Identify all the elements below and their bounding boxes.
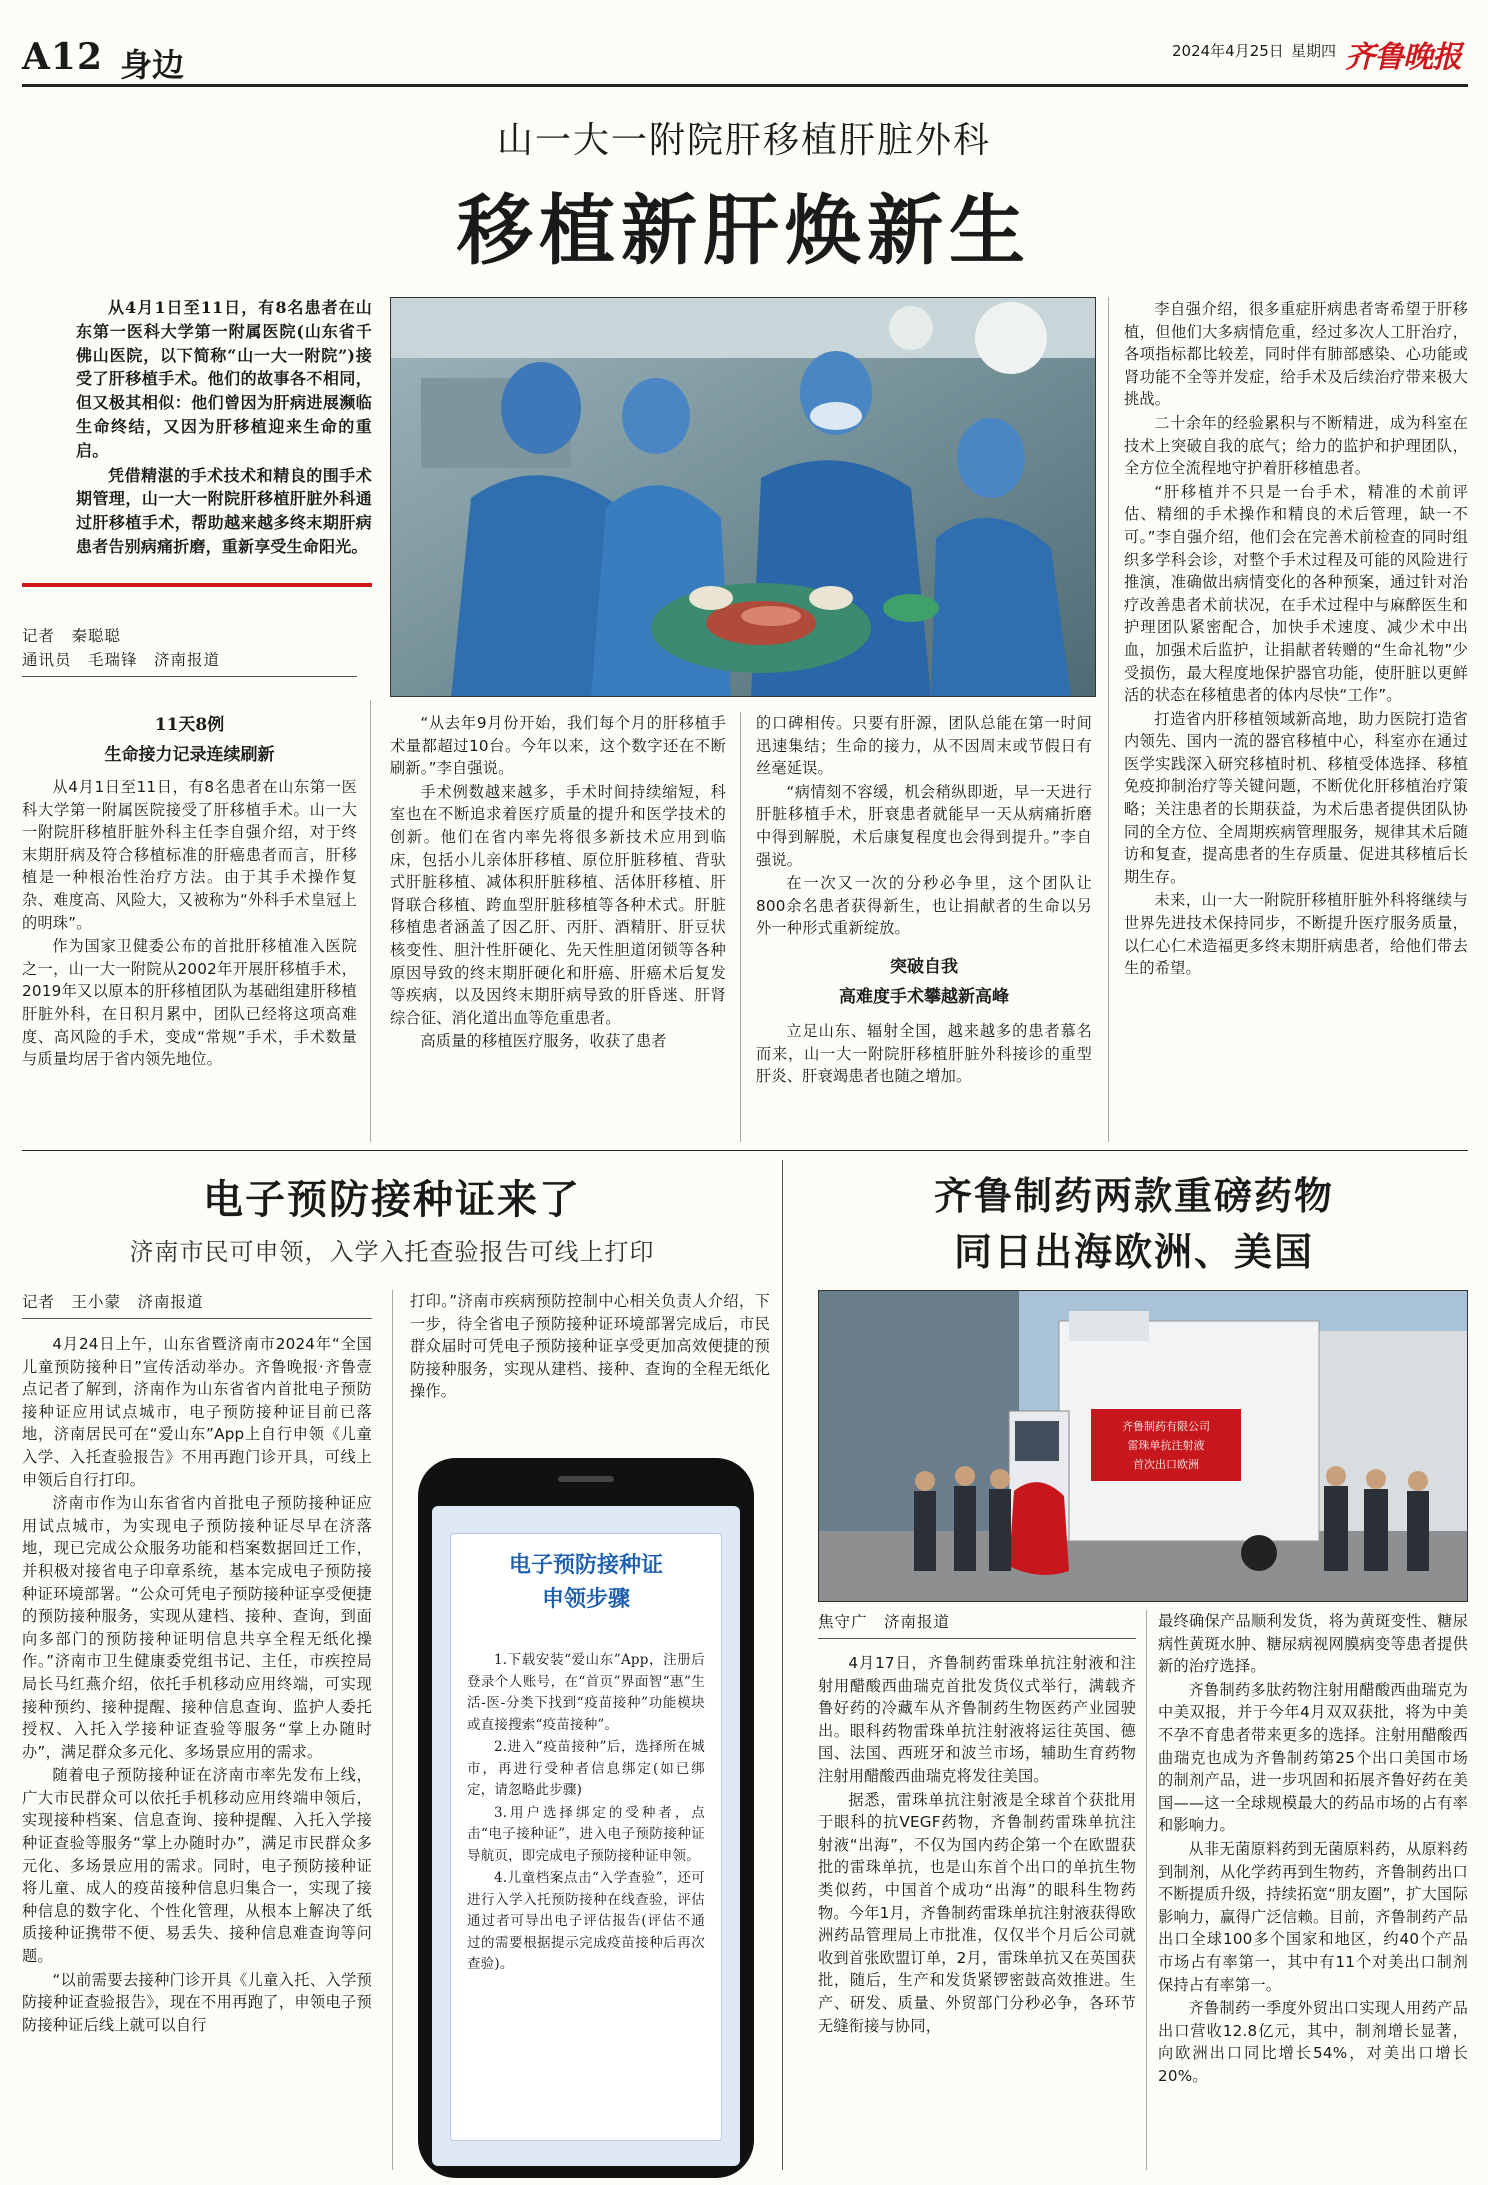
paragraph: 随着电子预防接种证在济南市率先发布上线，广大市民群众可以依托手机移动应用终端申领后，实现接种档案、信息查询、接种提醒、入托入学接种证查验等服务“掌上办随时办”，满足市民群众多元化、多场景应用的需求。同时，电子预防接种证将儿童、成人的疫苗接种信息归集合一，实现了接种信息的数字化、个性化管理，从根本上解决了纸质接种证携带不便、易丢失、接种信息难查询等问题。 [22,1766,372,1966]
section-vdivider [782,1160,783,2170]
step-item: 1.下载安装“爱山东”App，注册后登录个人账号，在“首页”界面智“惠”生活-医-分类下找到“疫苗接种”功能模块或直接搜索“疫苗接种”。 [467,1652,705,1733]
paragraph: 立足山东、辐射全国，越来越多的患者慕名而来，山一大一附院肝移植肝脏外科接诊的重型肝炎、肝衰竭患者也随之增加。 [756,1021,1092,1086]
page-header [0,0,1488,90]
lead-red-rule [22,583,372,587]
issue-weekday: 星期四 [1291,42,1337,60]
byline-reporter: 记者 秦聪聪 [22,627,122,645]
paragraph: 4月17日，齐鲁制药雷珠单抗注射液和注射用醋酸西曲瑞克首批发货仪式举行，满载齐鲁好药的冷藏车从齐鲁制药生物医药产业园驶出。眼科药物雷珠单抗注射液将运往英国、德国、法国、西班牙和波兰市场，辅助生育药物注射用醋酸西曲瑞克将发往美国。 [818,1654,1136,1785]
paragraph: 最终确保产品顺利发货，将为黄斑变性、糖尿病性黄斑水肿、糖尿病视网膜病变等患者提供新的治疗选择。 [1158,1612,1468,1676]
article2-headline: 电子预防接种证来了 [203,1176,581,1223]
paragraph: 手术例数越来越多，手术时间持续缩短，科室也在不断追求着医疗质量的提升和医学技术的创新。他们在省内率先将很多新技术应用到临床，包括小儿亲体肝移植、原位肝脏移植、背驮式肝脏移植、减体积肝脏移植、活体肝移植、肝肾联合移植、跨血型肝脏移植等各种术式。肝脏移植患者涵盖了因乙肝、丙肝、酒精肝、肝豆状核变性、胆汁性肝硬化、先天性胆道闭锁等各种原因导致的终末期肝硬化和肝癌、肝癌术后复发等疾病，以及因终末期肝病导致的肝昏迷、肝肾综合征、消化道出血等危重患者。 [390,782,726,1027]
column-divider [740,712,741,1142]
paragraph: “以前需要去接种门诊开具《儿童入托、入学预防接种证查验报告》，现在不用再跑了，申领电子预防接种证后线上就可以自行 [22,1970,372,2034]
shipment-photo-illustration [819,1291,1468,1602]
article3-headline [800,1168,1468,1280]
byline-rule [22,1318,372,1319]
phone-speaker [558,1476,614,1482]
paragraph: 李自强介绍，很多重症肝病患者寄希望于肝移植，但他们大多病情危重，经过多次人工肝治疗，各项指标都比较差，同时伴有肺部感染、心功能或肾功能不全等并发症，给手术及后续治疗带来极大挑战。 [1124,300,1468,409]
section-name: 身边 [120,46,185,84]
paragraph: 据悉，雷珠单抗注射液是全球首个获批用于眼科的抗VEGF药物，齐鲁制药雷珠单抗注射液“出海”，不仅为国内药企第一个在欧盟获批的雷珠单抗，也是山东首个出口的单抗生物类似药，中国首个成功“出海”的眼科生物药物。今年1月，齐鲁制药雷珠单抗注射液获得欧洲药品管理局上市批准，仅仅半个月后公司就收到首张欧盟订单，2月，雷珠单抗又在英国获批，随后，生产和发货紧锣密鼓高效推进。生产、研发、质量、外贸部门分秒必争，各环节无缝衔接与协同， [818,1790,1136,2035]
paragraph: 的口碑相传。只要有肝源，团队总能在第一时间迅速集结；生命的接力，从不因周末或节假日有丝毫延误。 [756,714,1092,778]
paragraph: “肝移植并不只是一台手术，精准的术前评估、精细的手术操作和精良的术后管理，缺一不可。”李自强介绍，他们会在完善术前检查的同时组织多学科会诊，对整个手术过程及可能的风险进行推演，准确做出病情变化的各种预案，通过针对治疗改善患者术前状况，在手术过程中与麻醉医生和护理团队紧密配合，加快手术速度、减少术中出血，加强术后监护，让捐献者转赠的“生命礼物”少受损伤，最大程度地保护器官功能，使肝脏以更鲜活的状态在移植患者的体内尽快“工作”。 [1124,482,1468,705]
newspaper-logo: 齐鲁晚报 [1345,40,1461,75]
steps-card [450,1533,722,2141]
paragraph: 从4月1日至11日，有8名患者在山东第一医科大学第一附属医院接受了肝移植手术。山一大一附院肝移植肝脏外科主任李自强介绍，对于终末期肝病及符合移植标准的肝癌患者而言，肝移植是一种根治性治疗方法。由于其手术操作复杂、难度高、风险大，又被称为“外科手术皇冠上的明珠”。 [22,778,357,932]
paragraph: 打印。”济南市疾病预防控制中心相关负责人介绍，下一步，待全省电子预防接种证环境部署完成后，市民群众届时可凭电子预防接种证享受更加高效便捷的预防接种服务，实现从建档、接种、查询的全程无纸化操作。 [410,1292,770,1401]
banner-line: 齐鲁制药有限公司 [1122,1420,1210,1433]
banner-line: 首次出口欧洲 [1133,1458,1199,1471]
article3-col2 [1158,1610,1468,2088]
issue-date: 2024年4月25日 [1172,42,1284,60]
article1-col4 [1124,298,1468,981]
paragraph: 二十余年的经验累积与不断精进，成为科室在技术上突破自我的底气；给力的监护和护理团队，全方位全流程地守护着肝移植患者。 [1124,413,1468,478]
article3-col1 [818,1652,1136,2038]
subhead-2a: 突破自我 [890,956,958,977]
paragraph: 在一次又一次的分秒必争里，这个团队让800余名患者获得新生，也让捐献者的生命以另外一种形式重新绽放。 [756,874,1092,938]
lead-paragraph: 从4月1日至11日，有8名患者在山东第一医科大学第一附属医院(山东省千佛山医院，以下简称“山一大一附院”)接受了肝移植手术。他们的故事各不相同，但又极其相似：他们曾因为肝病进展濒临生命终结，又因为肝移植迎来生命的重启。 [76,298,372,460]
article2-col2 [410,1290,770,1404]
byline-rule [818,1638,1136,1639]
article1-headline: 移植新肝焕新生 [457,186,1031,275]
article1-byline [22,624,362,672]
article2-subhead: 济南市民可申领，入学入托查验报告可线上打印 [129,1238,655,1266]
article1-lead [76,296,372,560]
byline-correspondent: 通讯员 毛瑞锋 济南报道 [22,651,221,669]
subhead-2b: 高难度手术攀越新高峰 [839,986,1009,1007]
article1-col1 [22,700,357,1072]
paragraph: 从非无菌原料药到无菌原料药，从原料药到制剂，从化学药再到生物药，齐鲁制药出口不断提质升级，持续拓宽“朋友圈”，扩大国际影响力，赢得广泛信赖。目前，齐鲁制药产品出口全球100多个国家和地区，约40个产品市场占有率第一，其中有11个对美出口制剂保持占有率第一。 [1158,1839,1468,1994]
paragraph: 打造省内肝移植领域新高地，助力医院打造省内领先、国内一流的器官移植中心，科室亦在通过医学实践深入研究移植时机、移植受体选择、移植免疫抑制治疗等关键问题，不断优化肝移植治疗策略；关注患者的长期获益，为术后患者提供团队协同的全方位、全周期疾病管理服务，规律其术后随访和复查，提高患者的生存质量、促进其移植后长期生存。 [1124,709,1468,886]
article3-byline: 焦守广 济南报道 [818,1613,951,1631]
headline-line: 齐鲁制药两款重磅药物 [933,1173,1334,1218]
column-divider [1108,297,1109,1142]
surgery-photo [390,297,1096,697]
byline-rule [22,676,357,677]
paragraph: 未来，山一大一附院肝移植肝脏外科将继续与世界先进技术保持同步，不断提升医疗服务质量，以仁心仁术造福更多终末期肝病患者，给他们带去生的希望。 [1124,891,1468,978]
paragraph: 4月24日上午，山东省暨济南市2024年“全国儿童预防接种日”宣传活动举办。齐鲁晚报·齐鲁壹点记者了解到，济南作为山东省省内首批电子预防接种证应用试点城市，电子预防接种证目前已落地，济南居民可在“爱山东”App上自行申领《儿童入学、入托查验报告》不用再跑门诊开具，可线上申领后自行打印。 [22,1335,372,1489]
banner-line: 雷珠单抗注射液 [1127,1439,1205,1452]
header-rule [22,84,1468,87]
headline-line: 同日出海欧洲、美国 [953,1229,1314,1274]
paragraph: 齐鲁制药多肽药物注射用醋酸西曲瑞克为中美双报，并于今年4月双双获批，将为中美不孕不育患者带来更多的选择。注射用醋酸西曲瑞克也成为齐鲁制药第25个出口美国市场的制剂产品，进一步巩固和拓展齐鲁好药在美国——这一全球规模最大的药品市场的占有率和影响力。 [1158,1680,1468,1835]
step-item: 3.用户选择绑定的受种者，点击“电子接种证”，进入电子预防接种证导航页，即完成电子预防接种证申领。 [467,1804,705,1864]
article1-col3 [756,712,1092,1089]
surgery-photo-illustration [391,298,1096,697]
steps-title: 申领步骤 [541,1586,630,1612]
column-divider [370,700,371,1142]
lead-paragraph: 凭借精湛的手术技术和精良的围手术期管理，山一大一附院肝移植肝脏外科通过肝移植手术，帮助越来越多终末期肝病患者告别病痛折磨，重新享受生命阳光。 [76,465,372,556]
article1-col2 [390,712,726,1054]
column-divider [1146,1610,1147,2170]
page-number: A12 [22,36,104,78]
subhead-1a: 11天8例 [154,715,225,735]
step-item: 4.儿童档案点击“入学查验”，还可进行入学入托预防接种在线查验，评估通过者可导出电子评估报告(评估不通过的需要根据提示完成疫苗接种后再次查验)。 [467,1870,705,1972]
section-divider [22,1150,1468,1151]
paragraph: 济南市作为山东省省内首批电子预防接种证应用试点城市，为实现电子预防接种证尽早在济落地，现已完成公众服务功能和档案数据回迁工作，并积极对接省电子印章系统，基本完成电子预防接种证环境部署。“公众可凭电子预防接种证享受便捷的预防接种服务，实现从建档、接种、查询，到面向多部门的预防接种证明信息共享全程无纸化操作。”济南市卫生健康委党组书记、主任，市疾控局局长马红燕介绍，依托手机移动应用终端，可实现接种预约、接种提醒、接种信息查询、监护人委托授权、入托入学接种证查验等服务“掌上办随时办”，满足群众多元化、多场景应用的需求。 [22,1494,372,1761]
column-divider [392,1290,393,2170]
step-item: 2.进入“疫苗接种”后，选择所在城市，再进行受种者信息绑定(如已绑定，请忽略此步骤) [467,1739,705,1798]
paragraph: 作为国家卫健委公布的首批肝移植准入医院之一，山一大一附院从2002年开展肝移植手术，2019年又以原本的肝移植团队为基础组建肝移植肝脏外科，在日积月累中，团队已经将这项高难度、高风险的手术，变成“常规”手术，手术数量与质量均居于省内领先地位。 [22,937,357,1069]
article1-kicker: 山一大一附院肝移植肝脏外科 [496,120,991,161]
paragraph: 高质量的移植医疗服务，收获了患者 [420,1032,667,1051]
steps-title: 电子预防接种证 [508,1552,663,1578]
article2-col1 [22,1333,372,2037]
subhead-1b: 生命接力记录连续刷新 [104,745,275,765]
phone-graphic [418,1458,754,2178]
paragraph: “病情刻不容缓，机会稍纵即逝，早一天进行肝脏移植手术，肝衰患者就能早一天从病痛折磨中得到解脱，术后康复程度也会得到提升。”李自强说。 [756,782,1092,869]
shipment-photo [818,1290,1468,1602]
paragraph: 齐鲁制药一季度外贸出口实现人用药产品出口营收12.8亿元，其中，制剂增长显著，向欧洲出口同比增长54%，对美出口增长20%。 [1158,1999,1468,2085]
article2-byline: 记者 王小蒙 济南报道 [22,1293,204,1311]
paragraph: “从去年9月份开始，我们每个月的肝移植手术量都超过10台。今年以来，这个数字还在不断刷新。”李自强说。 [390,714,726,778]
